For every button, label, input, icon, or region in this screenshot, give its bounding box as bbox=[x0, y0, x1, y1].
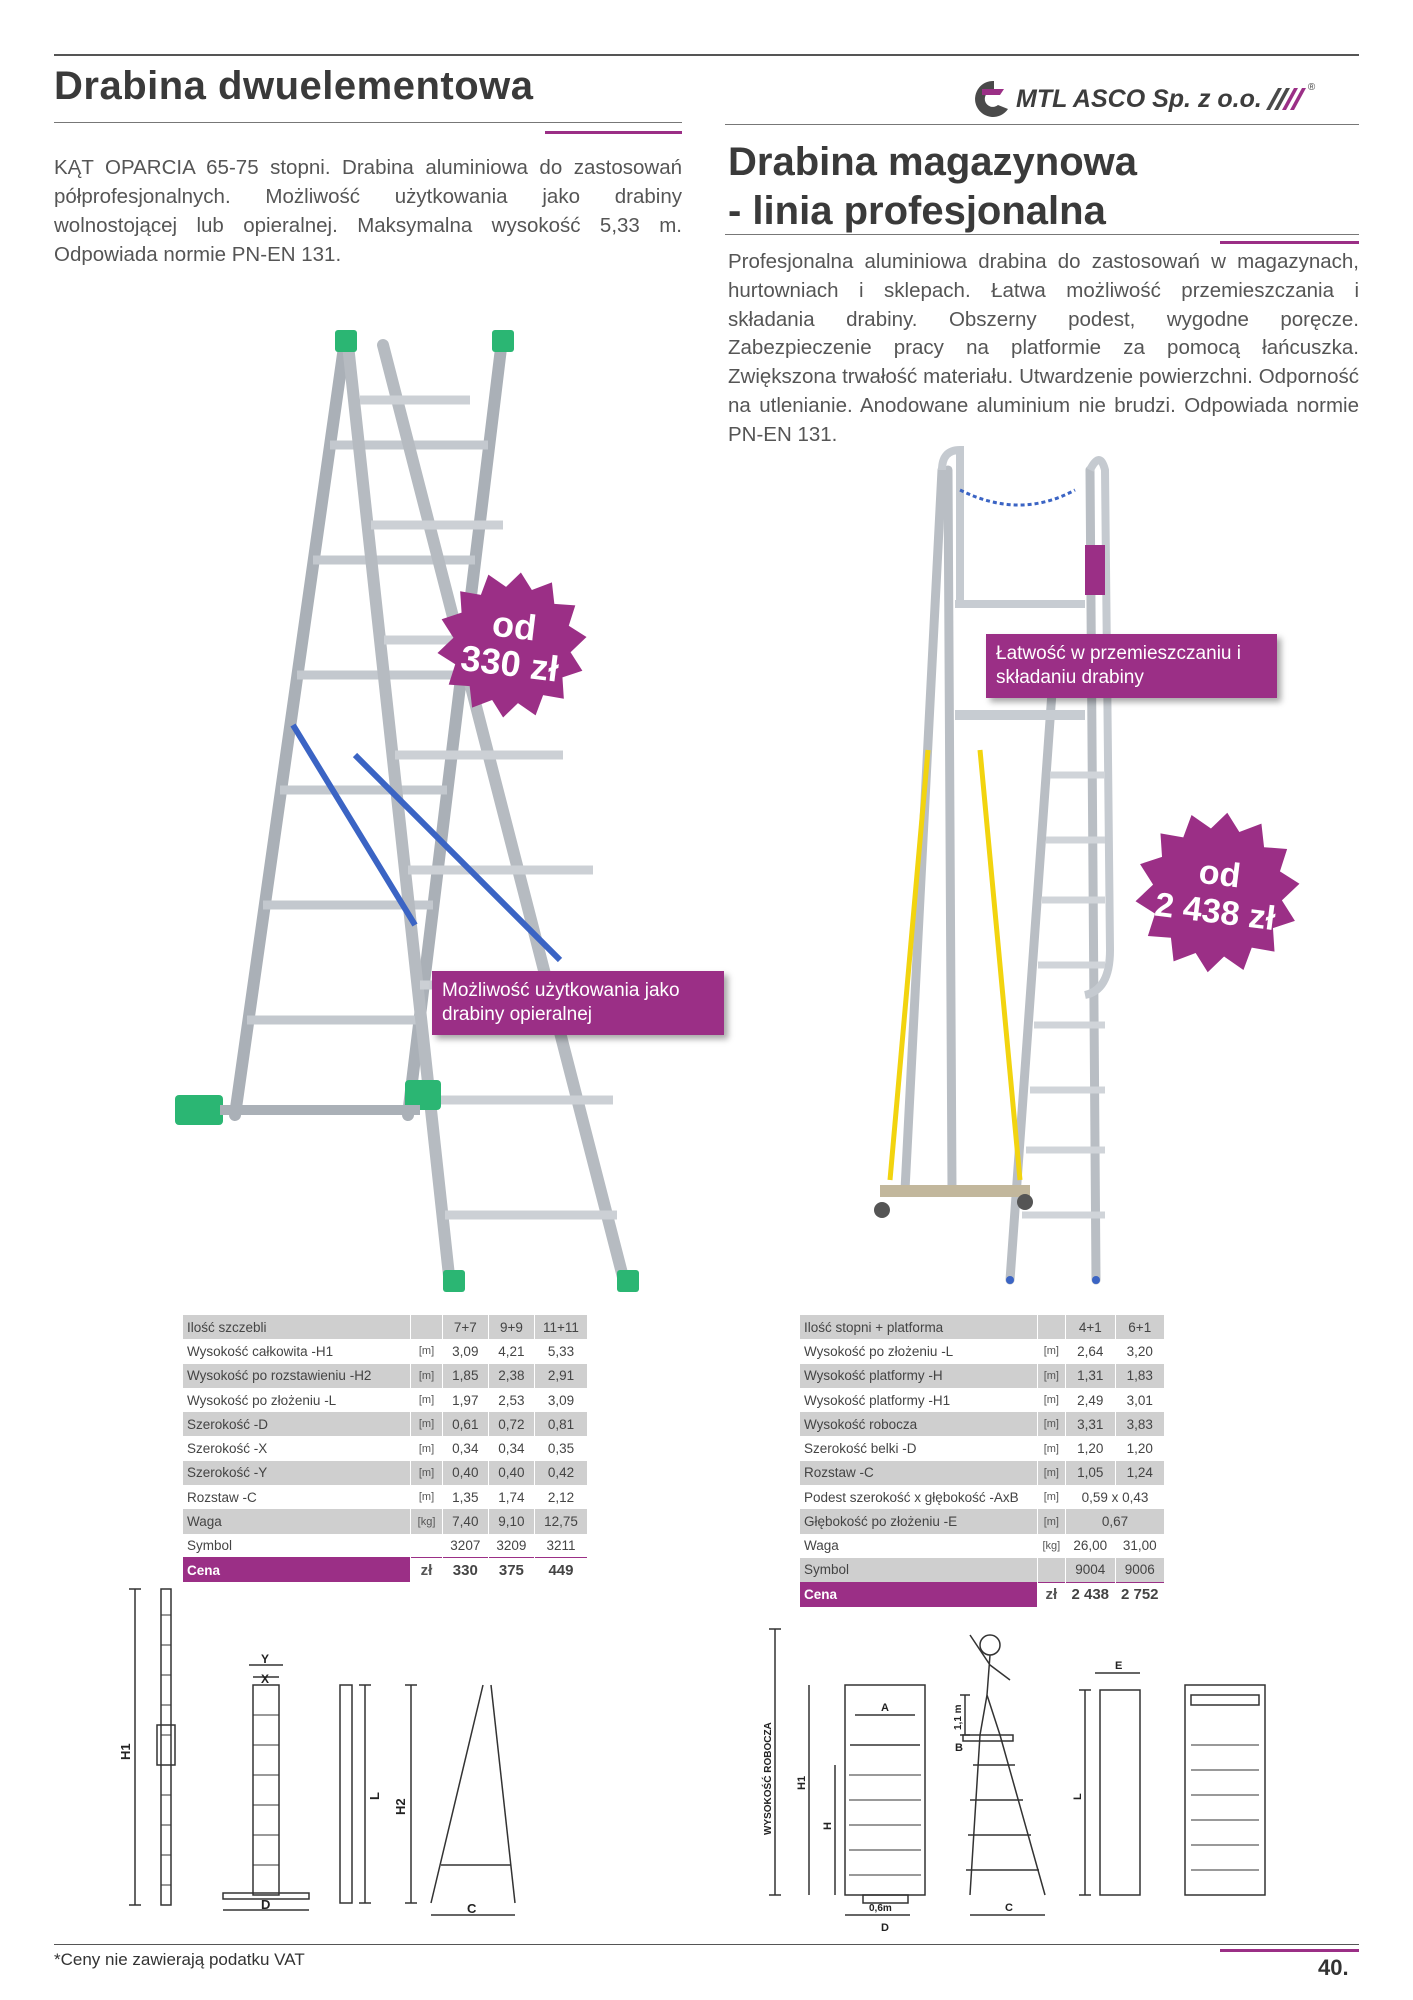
table-row bbox=[800, 1364, 1165, 1388]
table-row bbox=[183, 1339, 588, 1363]
right-title-line1: Drabina magazynowa bbox=[728, 140, 1138, 184]
price-unit: zł bbox=[411, 1558, 443, 1582]
price-unit: zł bbox=[1037, 1582, 1065, 1606]
header-unit bbox=[1037, 1315, 1065, 1339]
row-value: 1,05 bbox=[1066, 1461, 1115, 1485]
label-a: A bbox=[881, 1702, 889, 1714]
right-spec-table bbox=[800, 1315, 1165, 1607]
header-label: Ilość szczebli bbox=[183, 1315, 411, 1339]
row-label: Wysokość po złożeniu -L bbox=[183, 1388, 411, 1412]
label-h2: H2 bbox=[393, 1798, 408, 1815]
badge-prefix: od bbox=[1196, 852, 1243, 896]
row-unit: [m] bbox=[411, 1461, 443, 1485]
label-h1: H1 bbox=[796, 1775, 808, 1790]
row-value: 4,21 bbox=[488, 1339, 534, 1363]
row-value: 0,67 bbox=[1066, 1509, 1165, 1533]
row-value: 2,12 bbox=[534, 1485, 587, 1509]
row-label: Symbol bbox=[183, 1534, 411, 1558]
brand-registered: ® bbox=[1307, 82, 1316, 93]
header-value: 11+11 bbox=[534, 1315, 587, 1339]
label-b: B bbox=[955, 1742, 963, 1754]
right-accent-bar bbox=[1220, 241, 1359, 244]
row-label: Szerokość -X bbox=[183, 1436, 411, 1460]
label-y: Y bbox=[261, 1652, 270, 1666]
header-value: 6+1 bbox=[1115, 1315, 1165, 1339]
row-value: 0,42 bbox=[534, 1461, 587, 1485]
left-title-rule bbox=[54, 122, 682, 123]
row-label: Wysokość platformy -H bbox=[800, 1364, 1037, 1388]
right-top-rule bbox=[725, 124, 1359, 125]
right-title bbox=[728, 138, 1137, 236]
left-spec-table bbox=[183, 1315, 588, 1582]
row-value: 0,59 x 0,43 bbox=[1066, 1485, 1165, 1509]
row-value: 12,75 bbox=[534, 1509, 587, 1533]
row-unit: [m] bbox=[411, 1388, 443, 1412]
table-row bbox=[183, 1436, 588, 1460]
brand-name: MTL ASCO Sp. z o.o. bbox=[1016, 84, 1262, 113]
label-l: L bbox=[367, 1792, 382, 1800]
row-value: 0,40 bbox=[442, 1461, 488, 1485]
table-row bbox=[800, 1436, 1165, 1460]
row-value: 2,64 bbox=[1066, 1339, 1115, 1363]
row-label: Wysokość po rozstawieniu -H2 bbox=[183, 1364, 411, 1388]
bottom-rule bbox=[54, 1944, 1359, 1945]
row-unit: [m] bbox=[1037, 1461, 1065, 1485]
header-unit bbox=[411, 1315, 443, 1339]
right-technical-drawings bbox=[765, 1625, 1285, 1935]
brand-mark-icon bbox=[974, 79, 1012, 119]
table-row bbox=[183, 1485, 588, 1509]
label-c: C bbox=[467, 1901, 477, 1916]
row-value: 1,20 bbox=[1066, 1436, 1115, 1460]
row-label: Symbol bbox=[800, 1558, 1037, 1582]
row-unit: [m] bbox=[411, 1364, 443, 1388]
row-value: 0,72 bbox=[488, 1412, 534, 1436]
header-value: 4+1 bbox=[1066, 1315, 1115, 1339]
row-value: 0,40 bbox=[488, 1461, 534, 1485]
table-header-row bbox=[183, 1315, 588, 1339]
row-value: 3,01 bbox=[1115, 1388, 1165, 1412]
brand-logo bbox=[974, 76, 1359, 122]
table-row bbox=[183, 1364, 588, 1388]
row-unit bbox=[1037, 1558, 1065, 1582]
price-value: 375 bbox=[488, 1558, 534, 1582]
label-11m: 1,1 m bbox=[953, 1704, 964, 1730]
table-header-row bbox=[800, 1315, 1165, 1339]
row-label: Głębokość po złożeniu -E bbox=[800, 1509, 1037, 1533]
page-number: 40. bbox=[1318, 1955, 1349, 1980]
row-unit: [m] bbox=[1037, 1436, 1065, 1460]
row-label: Szerokość -Y bbox=[183, 1461, 411, 1485]
label-d: D bbox=[261, 1897, 271, 1912]
vat-footnote: *Ceny nie zawierają podatku VAT bbox=[54, 1950, 305, 1969]
row-value: 2,53 bbox=[488, 1388, 534, 1412]
row-unit: [kg] bbox=[411, 1509, 443, 1533]
header-label: Ilość stopni + platforma bbox=[800, 1315, 1037, 1339]
label-l: L bbox=[1072, 1793, 1084, 1800]
row-label: Wysokość robocza bbox=[800, 1412, 1037, 1436]
row-label: Rozstaw -C bbox=[183, 1485, 411, 1509]
label-c: C bbox=[1005, 1902, 1013, 1914]
table-row bbox=[800, 1509, 1165, 1533]
price-value: 449 bbox=[534, 1558, 587, 1582]
row-label: Wysokość po złożeniu -L bbox=[800, 1339, 1037, 1363]
table-row bbox=[183, 1461, 588, 1485]
label-h: H bbox=[822, 1822, 834, 1830]
row-value: 3,09 bbox=[442, 1339, 488, 1363]
row-value: 31,00 bbox=[1115, 1534, 1165, 1558]
header-value: 7+7 bbox=[442, 1315, 488, 1339]
row-value: 1,74 bbox=[488, 1485, 534, 1509]
badge-price: 330 zł bbox=[458, 637, 561, 690]
table-row bbox=[800, 1412, 1165, 1436]
row-label: Waga bbox=[183, 1509, 411, 1533]
table-row bbox=[800, 1534, 1165, 1558]
row-unit: [m] bbox=[1037, 1364, 1065, 1388]
row-value: 7,40 bbox=[442, 1509, 488, 1533]
row-value: 2,38 bbox=[488, 1364, 534, 1388]
row-value: 0,61 bbox=[442, 1412, 488, 1436]
table-row bbox=[800, 1388, 1165, 1412]
price-value: 2 438 bbox=[1066, 1582, 1115, 1606]
row-value: 3207 bbox=[442, 1534, 488, 1558]
row-label: Wysokość całkowita -H1 bbox=[183, 1339, 411, 1363]
price-value: 330 bbox=[442, 1558, 488, 1582]
table-row bbox=[183, 1388, 588, 1412]
row-value: 0,81 bbox=[534, 1412, 587, 1436]
row-label: Szerokość belki -D bbox=[800, 1436, 1037, 1460]
table-row bbox=[800, 1461, 1165, 1485]
right-feature-callout: Łatwość w przemieszczaniu i składaniu drabiny bbox=[986, 634, 1277, 698]
price-value: 2 752 bbox=[1115, 1582, 1165, 1606]
header-value: 9+9 bbox=[488, 1315, 534, 1339]
row-value: 5,33 bbox=[534, 1339, 587, 1363]
row-value: 1,24 bbox=[1115, 1461, 1165, 1485]
row-unit: [m] bbox=[411, 1339, 443, 1363]
row-label: Rozstaw -C bbox=[800, 1461, 1037, 1485]
row-value: 3209 bbox=[488, 1534, 534, 1558]
row-value: 9,10 bbox=[488, 1509, 534, 1533]
table-row bbox=[800, 1558, 1165, 1582]
row-value: 1,85 bbox=[442, 1364, 488, 1388]
label-x: X bbox=[261, 1672, 270, 1686]
row-label: Szerokość -D bbox=[183, 1412, 411, 1436]
row-value: 26,00 bbox=[1066, 1534, 1115, 1558]
left-title: Drabina dwuelementowa bbox=[54, 64, 534, 108]
row-unit: [m] bbox=[411, 1436, 443, 1460]
row-unit: [m] bbox=[1037, 1412, 1065, 1436]
table-row bbox=[183, 1509, 588, 1533]
row-label: Podest szerokość x głębokość -AxB bbox=[800, 1485, 1037, 1509]
row-label: Wysokość platformy -H1 bbox=[800, 1388, 1037, 1412]
right-price-badge bbox=[1126, 801, 1310, 985]
left-description: KĄT OPARCIA 65-75 stopni. Drabina aluminiowa do zastosowań półprofesjonalnych. Możliwość użytkowania jako drabiny wolnostojącej lub opieralnej. Maksymalna wysokość 5,33 m. Odpowiada normie PN-EN 131. bbox=[54, 156, 682, 266]
left-technical-drawings bbox=[115, 1585, 525, 1925]
badge-price: 2 438 zł bbox=[1152, 885, 1278, 938]
right-title-rule bbox=[725, 234, 1359, 235]
table-row bbox=[800, 1339, 1165, 1363]
label-working-height: WYSOKOŚĆ ROBOCZA bbox=[763, 1722, 774, 1835]
row-unit: [m] bbox=[1037, 1485, 1065, 1509]
row-value: 9004 bbox=[1066, 1558, 1115, 1582]
row-value: 3,09 bbox=[534, 1388, 587, 1412]
left-price-badge bbox=[428, 561, 595, 728]
row-value: 0,34 bbox=[442, 1436, 488, 1460]
price-row bbox=[183, 1558, 588, 1582]
badge-prefix: od bbox=[490, 602, 539, 649]
row-unit bbox=[411, 1534, 443, 1558]
row-value: 2,49 bbox=[1066, 1388, 1115, 1412]
table-row bbox=[183, 1412, 588, 1436]
row-value: 3,31 bbox=[1066, 1412, 1115, 1436]
label-e: E bbox=[1115, 1660, 1123, 1672]
two-section-ladder-image bbox=[165, 325, 645, 1295]
row-value: 3,20 bbox=[1115, 1339, 1165, 1363]
row-value: 3,83 bbox=[1115, 1412, 1165, 1436]
row-value: 9006 bbox=[1115, 1558, 1165, 1582]
price-label: Cena bbox=[800, 1582, 1037, 1606]
row-value: 0,35 bbox=[534, 1436, 587, 1460]
row-value: 1,31 bbox=[1066, 1364, 1115, 1388]
table-row bbox=[183, 1534, 588, 1558]
top-rule bbox=[54, 54, 1359, 56]
row-unit: [m] bbox=[1037, 1339, 1065, 1363]
left-accent-bar bbox=[545, 131, 682, 134]
row-label: Waga bbox=[800, 1534, 1037, 1558]
row-unit: [m] bbox=[1037, 1388, 1065, 1412]
label-d: D bbox=[881, 1922, 889, 1934]
left-feature-callout: Możliwość użytkowania jako drabiny opieralnej bbox=[432, 971, 724, 1035]
row-value: 1,20 bbox=[1115, 1436, 1165, 1460]
row-value: 2,91 bbox=[534, 1364, 587, 1388]
table-row bbox=[800, 1485, 1165, 1509]
label-06m: 0,6m bbox=[869, 1903, 892, 1914]
row-unit: [m] bbox=[411, 1412, 443, 1436]
row-unit: [kg] bbox=[1037, 1534, 1065, 1558]
row-value: 1,83 bbox=[1115, 1364, 1165, 1388]
brand-arrows-icon bbox=[1264, 86, 1308, 112]
price-row bbox=[800, 1582, 1165, 1606]
row-value: 3211 bbox=[534, 1534, 587, 1558]
right-title-line2: - linia profesjonalna bbox=[728, 189, 1106, 233]
bottom-accent-bar bbox=[1220, 1949, 1359, 1952]
label-h1: H1 bbox=[118, 1743, 133, 1760]
row-value: 1,97 bbox=[442, 1388, 488, 1412]
right-description: Profesjonalna aluminiowa drabina do zastosowań w magazynach, hurtowniach i sklepach. Łatwa możliwość przemieszczania i składania drabiny. Obszerny podest, wygodne poręcze. Zabezpieczenie pracy na platformie za pomocą łańcuszka. Zwiększona trwałość materiału. Utwardzenie powierzchni. Odporność na utlenianie. Anodowane aluminium nie brudzi. Odpowiada normie PN-EN 131. bbox=[728, 250, 1359, 446]
row-value: 1,35 bbox=[442, 1485, 488, 1509]
price-label: Cena bbox=[183, 1558, 411, 1582]
row-value: 0,34 bbox=[488, 1436, 534, 1460]
row-unit: [m] bbox=[411, 1485, 443, 1509]
row-unit: [m] bbox=[1037, 1509, 1065, 1533]
